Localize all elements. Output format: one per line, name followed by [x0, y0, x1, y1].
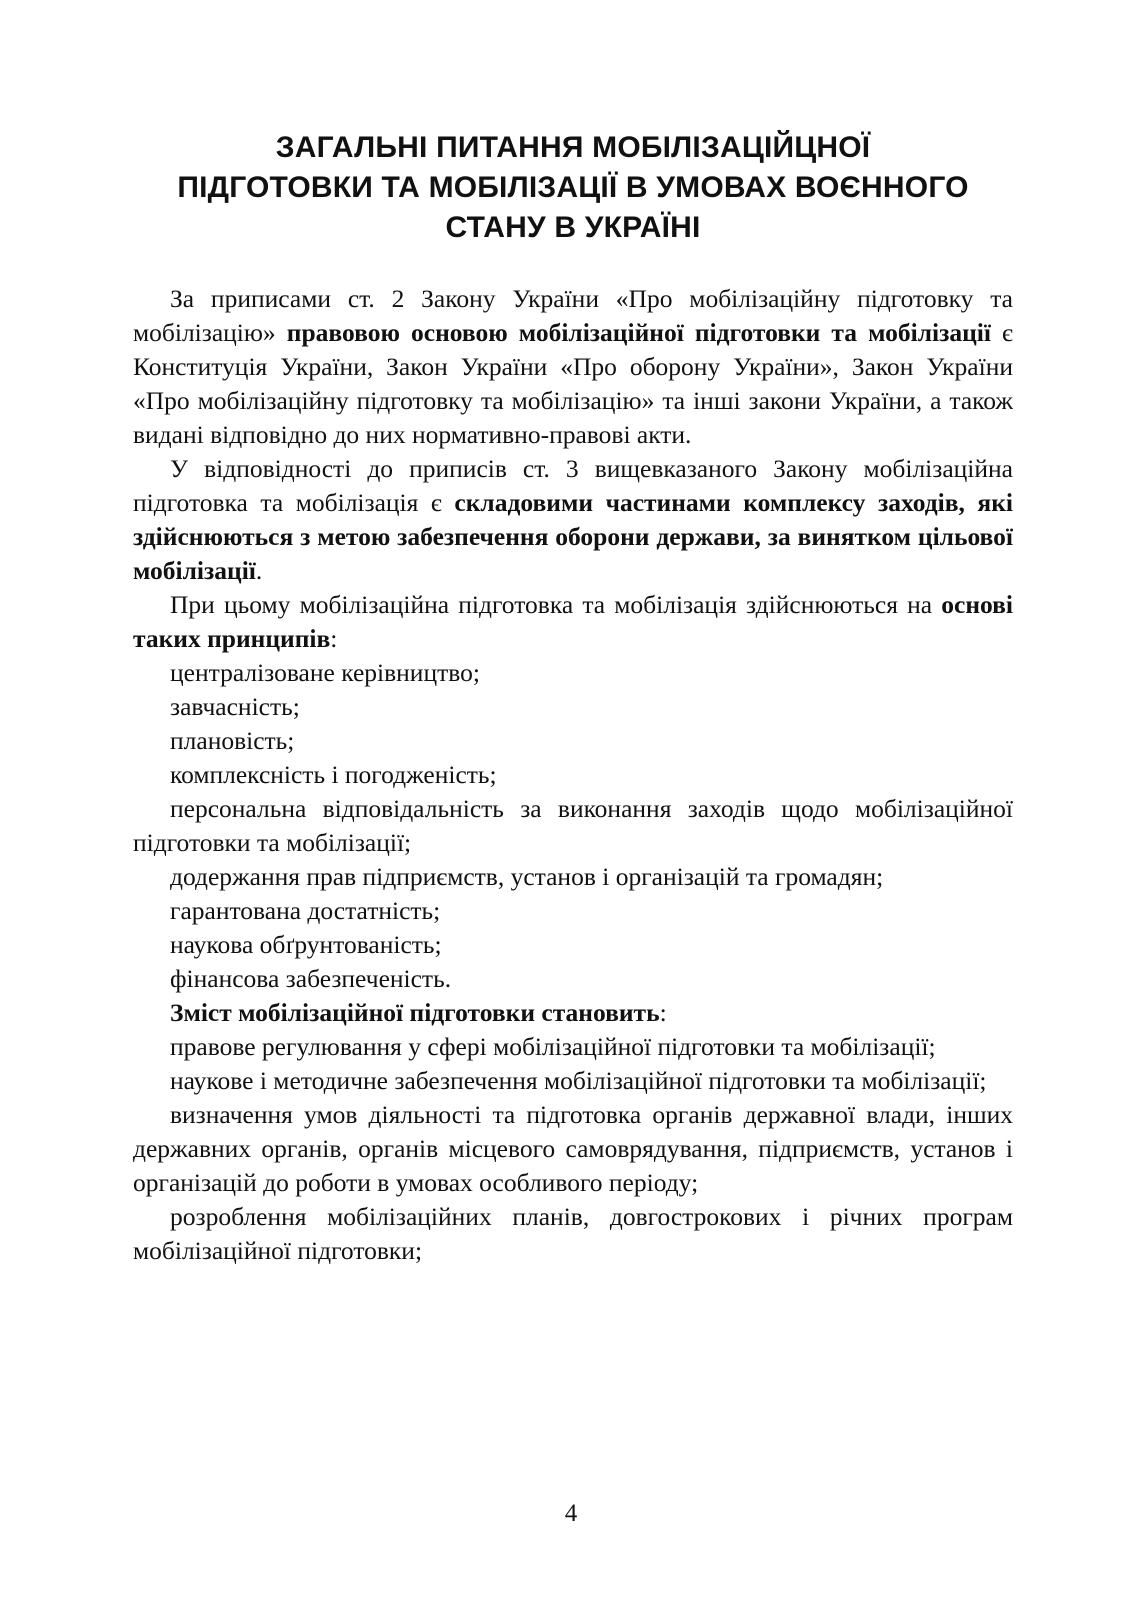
list-item: додержання прав підприємств, установ і організацій та громадян; — [170, 862, 884, 891]
list-item: централізоване керівництво; — [170, 658, 480, 687]
bold-legal-basis: правовою основою мобілізаційної підготовки та мобілізації — [286, 318, 991, 347]
list-item: розроблення мобілізаційних планів, довгострокових і річних програм мобілізаційної підготовки; — [133, 1202, 1013, 1265]
list-item: фінансова забезпеченість. — [170, 964, 452, 993]
page-title — [133, 128, 1013, 248]
list-item: гарантована достатність; — [170, 896, 441, 925]
paragraph-content-intro: Зміст мобілізаційної підготовки становить: — [170, 998, 667, 1027]
paragraph-principles-intro: При цьому мобілізаційна підготовка та мобілізація здійснюються на основі таких принципів: — [133, 590, 1013, 653]
paragraph-legal-basis: За приписами ст. 2 Закону України «Про мобілізаційну підготовку та мобілізацію» правовою основою мобілізаційної підготовки та мобілізації є Конституція України, Закон України «Про оборону України», Закон України «Про мобілізаційну підготовку та мобілізацію» та інші закони України, а також видані відповідно до них нормативно-правові акти. — [133, 284, 1013, 449]
page-number: 4 — [564, 1500, 578, 1527]
paragraph-components: У відповідності до приписів ст. 3 вищевказаного Закону мобілізаційна підготовка та мобілізація є складовими частинами комплексу заходів, які здійснюються з метою забезпечення оборони держави, за винятком цільової мобілізації. — [133, 454, 1013, 585]
list-item: персональна відповідальність за виконання заходів щодо мобілізаційної підготовки та мобілізації; — [133, 794, 1013, 857]
list-item: визначення умов діяльності та підготовка органів державної влади, інших державних органів, органів місцевого самоврядування, підприємств, установ і організацій до роботи в умовах особливого періоду; — [133, 1100, 1013, 1197]
title-line-1: ЗАГАЛЬНІ ПИТАННЯ МОБІЛІЗАЦІЙЦНОЇ — [275, 131, 871, 164]
list-item: правове регулювання у сфері мобілізаційної підготовки та мобілізації; — [170, 1032, 936, 1061]
principles-list — [133, 656, 1013, 996]
title-line-2: ПІДГОТОВКИ ТА МОБІЛІЗАЦІЇ В УМОВАХ ВОЄННОГО — [177, 171, 969, 204]
list-item: наукове і методичне забезпечення мобілізаційної підготовки та мобілізації; — [170, 1066, 987, 1095]
document-body — [133, 282, 1013, 1268]
bold-principles: основі таких принципів — [133, 590, 1013, 653]
title-line-3: СТАНУ В УКРАЇНІ — [445, 211, 701, 244]
list-item: наукова обґрунтованість; — [170, 930, 442, 959]
list-item: комплексність і погодженість; — [170, 760, 497, 789]
list-item: завчасність; — [170, 692, 300, 721]
list-item: плановість; — [170, 726, 295, 755]
document-page — [133, 128, 1013, 1268]
bold-content-heading: Зміст мобілізаційної підготовки становить — [170, 998, 660, 1027]
bold-components: складовими частинами комплексу заходів, які здійснюються з метою забезпечення оборони держави, за винятком цільової мобілізації — [133, 488, 1013, 585]
content-list — [133, 1030, 1013, 1268]
